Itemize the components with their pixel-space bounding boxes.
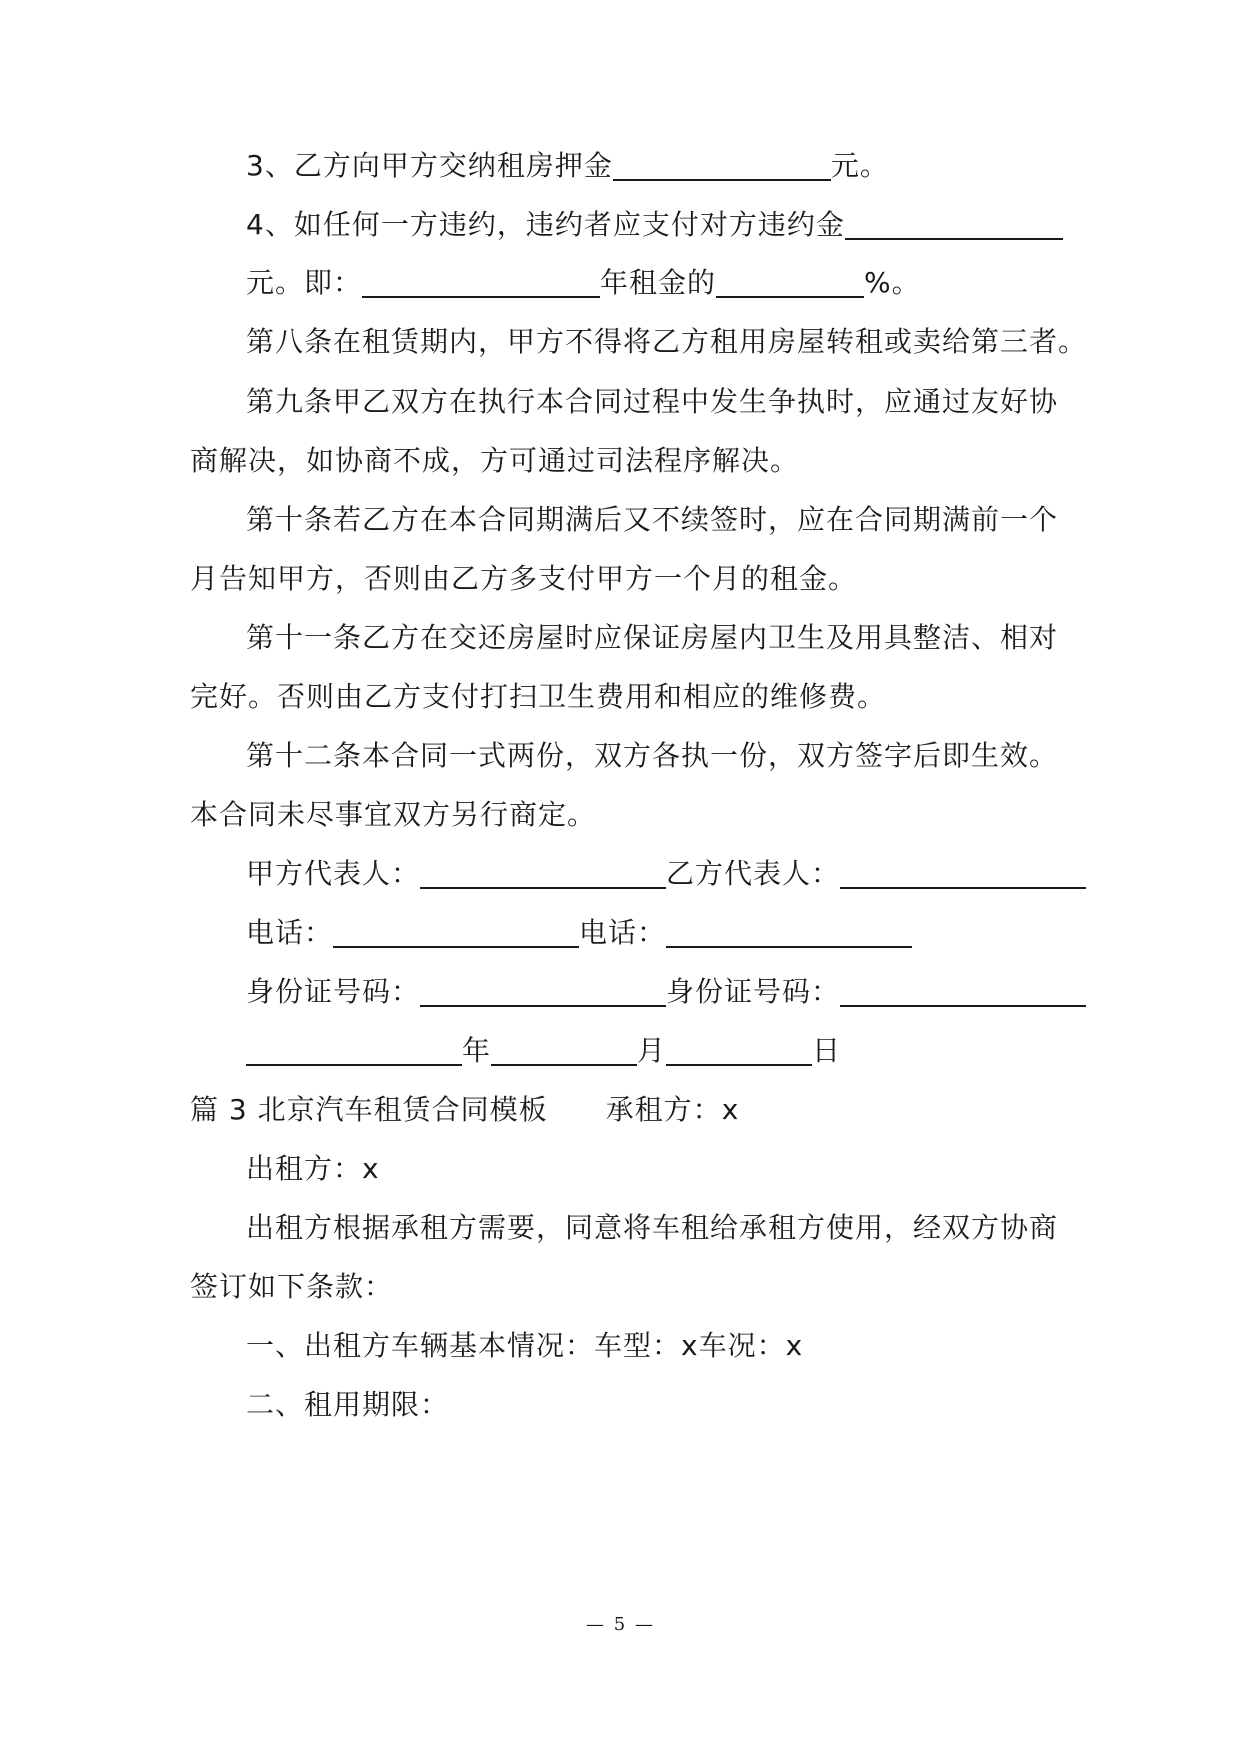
heading-prefix: 篇 xyxy=(190,1093,220,1126)
heading-title: 北京汽车租赁合同模板 xyxy=(257,1093,548,1126)
heading-number: 3 xyxy=(228,1093,248,1126)
phone-a-label: 电话： xyxy=(246,916,334,949)
id-b-field[interactable] xyxy=(840,975,1086,1007)
article-11-line-2: 完好。否则由乙方支付打扫卫生费用和相应的维修费。 xyxy=(190,680,887,713)
section-3-intro-line-2: 签订如下条款： xyxy=(190,1270,394,1303)
clause-text: 元。即： xyxy=(246,266,363,299)
article-9-line-2: 商解决，如协商不成，方可通过司法程序解决。 xyxy=(190,444,800,477)
percent-blank[interactable] xyxy=(716,266,864,298)
signature-date xyxy=(246,1031,841,1071)
percent-text: %。 xyxy=(864,266,921,299)
year-label: 年 xyxy=(462,1034,492,1067)
item-2-term: 二、租用期限： xyxy=(246,1388,450,1421)
id-a-label: 身份证号码： xyxy=(246,975,421,1008)
year-field[interactable] xyxy=(246,1034,462,1066)
clause-number: 4 xyxy=(246,208,265,241)
party-a-rep-field[interactable] xyxy=(420,857,666,889)
lessor-value: x xyxy=(362,1152,380,1185)
day-label: 日 xyxy=(812,1034,842,1067)
signature-id-numbers xyxy=(246,972,1086,1012)
lessor-line xyxy=(246,1149,380,1189)
page-number: — 5 — xyxy=(586,1614,655,1635)
vehicle-condition-label: 车况： xyxy=(698,1329,786,1362)
vehicle-condition-value: x xyxy=(785,1329,804,1362)
clause-text: 、如任何一方违约，违约者应支付对方违约金 xyxy=(264,208,845,241)
article-9-line-1: 第九条甲乙双方在执行本合同过程中发生争执时，应通过友好协 xyxy=(246,385,1059,418)
unit-text: 元。 xyxy=(830,149,889,182)
day-field[interactable] xyxy=(666,1034,812,1066)
party-a-rep-label: 甲方代表人： xyxy=(246,857,421,890)
clause-text: 年租金的 xyxy=(600,266,717,299)
article-10-line-1: 第十条若乙方在本合同期满后又不续签时，应在合同期满前一个 xyxy=(246,503,1059,536)
phone-a-field[interactable] xyxy=(333,916,579,948)
lessor-label: 出租方： xyxy=(246,1152,363,1185)
month-field[interactable] xyxy=(491,1034,637,1066)
clause-deposit xyxy=(246,146,889,186)
phone-b-label: 电话： xyxy=(579,916,667,949)
signature-representatives xyxy=(246,854,1086,894)
id-a-field[interactable] xyxy=(420,975,666,1007)
id-b-label: 身份证号码： xyxy=(666,975,841,1008)
lessee-value: x xyxy=(721,1093,740,1126)
article-11-line-1: 第十一条乙方在交还房屋时应保证房屋内卫生及用具整洁、相对 xyxy=(246,621,1059,654)
phone-b-field[interactable] xyxy=(666,916,912,948)
item-1-label: 一、出租方车辆基本情况：车型： xyxy=(246,1329,682,1362)
lessee-label: 承租方： xyxy=(605,1093,722,1126)
signature-phones xyxy=(246,913,912,953)
vehicle-model-value: x xyxy=(681,1329,699,1362)
section-3-intro-line-1: 出租方根据承租方需要，同意将车租给承租方使用，经双方协商 xyxy=(246,1211,1059,1244)
deposit-blank[interactable] xyxy=(613,149,831,181)
article-12-line-2: 本合同未尽事宜双方另行商定。 xyxy=(190,798,597,831)
clause-breach-continued xyxy=(246,263,921,303)
article-12-line-1: 第十二条本合同一式两份，双方各执一份，双方签字后即生效。 xyxy=(246,739,1059,772)
party-b-rep-field[interactable] xyxy=(840,857,1086,889)
article-10-line-2: 月告知甲方，否则由乙方多支付甲方一个月的租金。 xyxy=(190,562,858,595)
month-label: 月 xyxy=(637,1034,667,1067)
section-3-heading xyxy=(190,1090,739,1130)
penalty-blank[interactable] xyxy=(845,208,1063,240)
clause-text: 、乙方向甲方交纳租房押金 xyxy=(264,149,613,182)
clause-number: 3 xyxy=(246,149,265,182)
article-8: 第八条在租赁期内，甲方不得将乙方租用房屋转租或卖给第三者。 xyxy=(246,325,1088,358)
party-b-rep-label: 乙方代表人： xyxy=(666,857,841,890)
penalty-amount-blank[interactable] xyxy=(362,266,600,298)
item-1-vehicle xyxy=(246,1326,803,1366)
clause-breach xyxy=(246,205,1063,245)
